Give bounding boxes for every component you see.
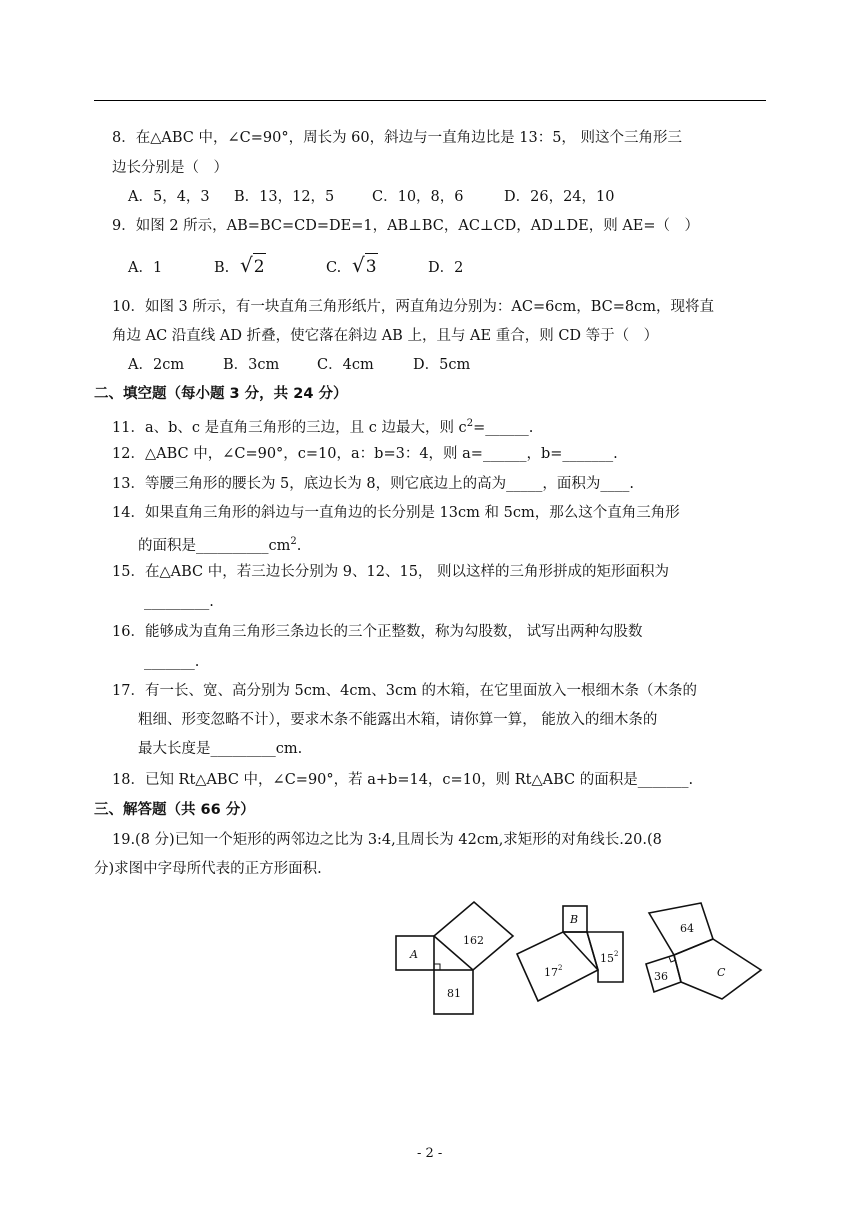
q9-options — [128, 252, 463, 281]
q14-sup: 2 — [290, 536, 297, 547]
q17-line2: 粗细、形变忽略不计），要求木条不能露出木箱，请你算一算， 能放入的细木条的 — [138, 712, 658, 728]
q9-option-c-radicand: 3 — [365, 253, 378, 280]
q14-line1: 14．如果直角三角形的斜边与一直角边的长分别是 13cm 和 5cm，那么这个直角三角形 — [112, 505, 680, 521]
q9-option-d: D．2 — [428, 260, 464, 276]
q9-option-b-radicand: 2 — [253, 253, 266, 280]
q11-text: 11．a、b、c 是直角三角形的三边，且 c 边最大，则 c — [112, 419, 467, 436]
q9-option-b-label: B. — [214, 260, 230, 276]
q11-tail: =______. — [473, 419, 534, 436]
fig2-exp-15: 2 — [614, 950, 619, 958]
fig2-label-15: 15 — [600, 952, 614, 965]
q16-line2: _______. — [144, 654, 200, 670]
q8-options — [128, 187, 614, 207]
q14-tail: . — [296, 537, 302, 554]
q18: 18．已知 Rt△ABC 中，∠C=90°，若 a+b=14，c=10，则 Rt△ABC 的面积是_______. — [112, 772, 694, 788]
q10-option-b: B．3cm — [223, 357, 280, 373]
fig3-label-36: 36 — [654, 970, 668, 983]
fig2-exp-17: 2 — [558, 964, 563, 972]
q10-line1: 10．如图 3 所示，有一块直角三角形纸片，两直角边分别为：AC=6cm，BC=8cm，现将直 — [112, 299, 714, 315]
q10-option-c: C．4cm — [317, 357, 374, 373]
q17-line3: 最大长度是_________cm. — [138, 741, 303, 757]
q10-option-a: A．2cm — [128, 357, 185, 373]
q9-option-b-sqrt: √2 — [240, 252, 326, 280]
q11-sup: 2 — [466, 418, 474, 429]
fig3-label-64: 64 — [680, 922, 694, 935]
fig1-label-81: 81 — [447, 987, 461, 1000]
q13: 13．等腰三角形的腰长为 5，底边长为 8，则它底边上的高为_____，面积为____. — [112, 476, 634, 492]
q8-line2: 边长分别是（ ） — [112, 160, 228, 176]
q8-line1: 8．在△ABC 中，∠C=90°，周长为 60，斜边与一直角边比是 13：5， 则这个三角形三 — [112, 130, 683, 146]
q19-line2: 分)求图中字母所代表的正方形面积. — [94, 861, 322, 877]
section-2-heading: 二、填空题（每小题 3 分，共 24 分） — [94, 386, 348, 402]
q14-line2-text: 的面积是__________cm — [138, 537, 291, 554]
q9-option-c-label: C. — [326, 260, 342, 276]
q16-line1: 16．能够成为直角三角形三条边长的三个正整数，称为勾股数， 试写出两种勾股数 — [112, 624, 643, 640]
q8-option-c: C．10，8，6 — [372, 189, 464, 205]
q8-option-a: A．5，4，3 — [128, 189, 210, 205]
page-number: - 2 - — [417, 1146, 443, 1161]
q17-line1: 17．有一长、宽、高分别为 5cm、4cm、3cm 的木箱，在它里面放入一根细木条（木条的 — [112, 683, 697, 699]
fig1-label-a: A — [410, 948, 418, 961]
fig1-label-162: 162 — [463, 934, 484, 947]
figure-3 — [646, 903, 761, 999]
q14-line2 — [138, 532, 301, 556]
q10-line2: 角边 AC 沿直线 AD 折叠，使它落在斜边 AB 上，且与 AE 重合，则 CD 等于（ ） — [112, 328, 659, 344]
fig1-right-angle-mark — [434, 964, 440, 970]
q12: 12．△ABC 中，∠C=90°，c=10，a：b=3：4，则 a=______，b=_______. — [112, 446, 618, 462]
q10-option-d: D．5cm — [413, 357, 471, 373]
section-3-heading: 三、解答题（共 66 分） — [94, 802, 255, 818]
q9-line1: 9．如图 2 所示，AB=BC=CD=DE=1，AB⊥BC，AC⊥CD，AD⊥DE，则 AE=（ ） — [112, 218, 700, 234]
fig2-label-17: 17 — [544, 966, 558, 979]
q19-line1: 19.(8 分)已知一个矩形的两邻边之比为 3:4,且周长为 42cm,求矩形的对角线长.20.(8 — [112, 832, 662, 848]
q8-option-b: B．13，12，5 — [234, 189, 335, 205]
q15-line2: _________. — [144, 594, 214, 610]
q10-options — [128, 355, 470, 375]
q11 — [112, 414, 533, 438]
q9-option-a: A．1 — [128, 260, 163, 276]
header-rule — [94, 100, 766, 101]
pythagorean-squares-figure — [385, 898, 765, 1028]
q15-line1: 15．在△ABC 中，若三边长分别为 9、12、15， 则以这样的三角形拼成的矩形面积为 — [112, 564, 670, 580]
q8-option-d: D．26，24，10 — [504, 189, 615, 205]
fig2-label-b: B — [570, 913, 579, 926]
fig3-label-c: C — [717, 966, 726, 979]
q9-option-c-sqrt: √3 — [352, 252, 428, 280]
